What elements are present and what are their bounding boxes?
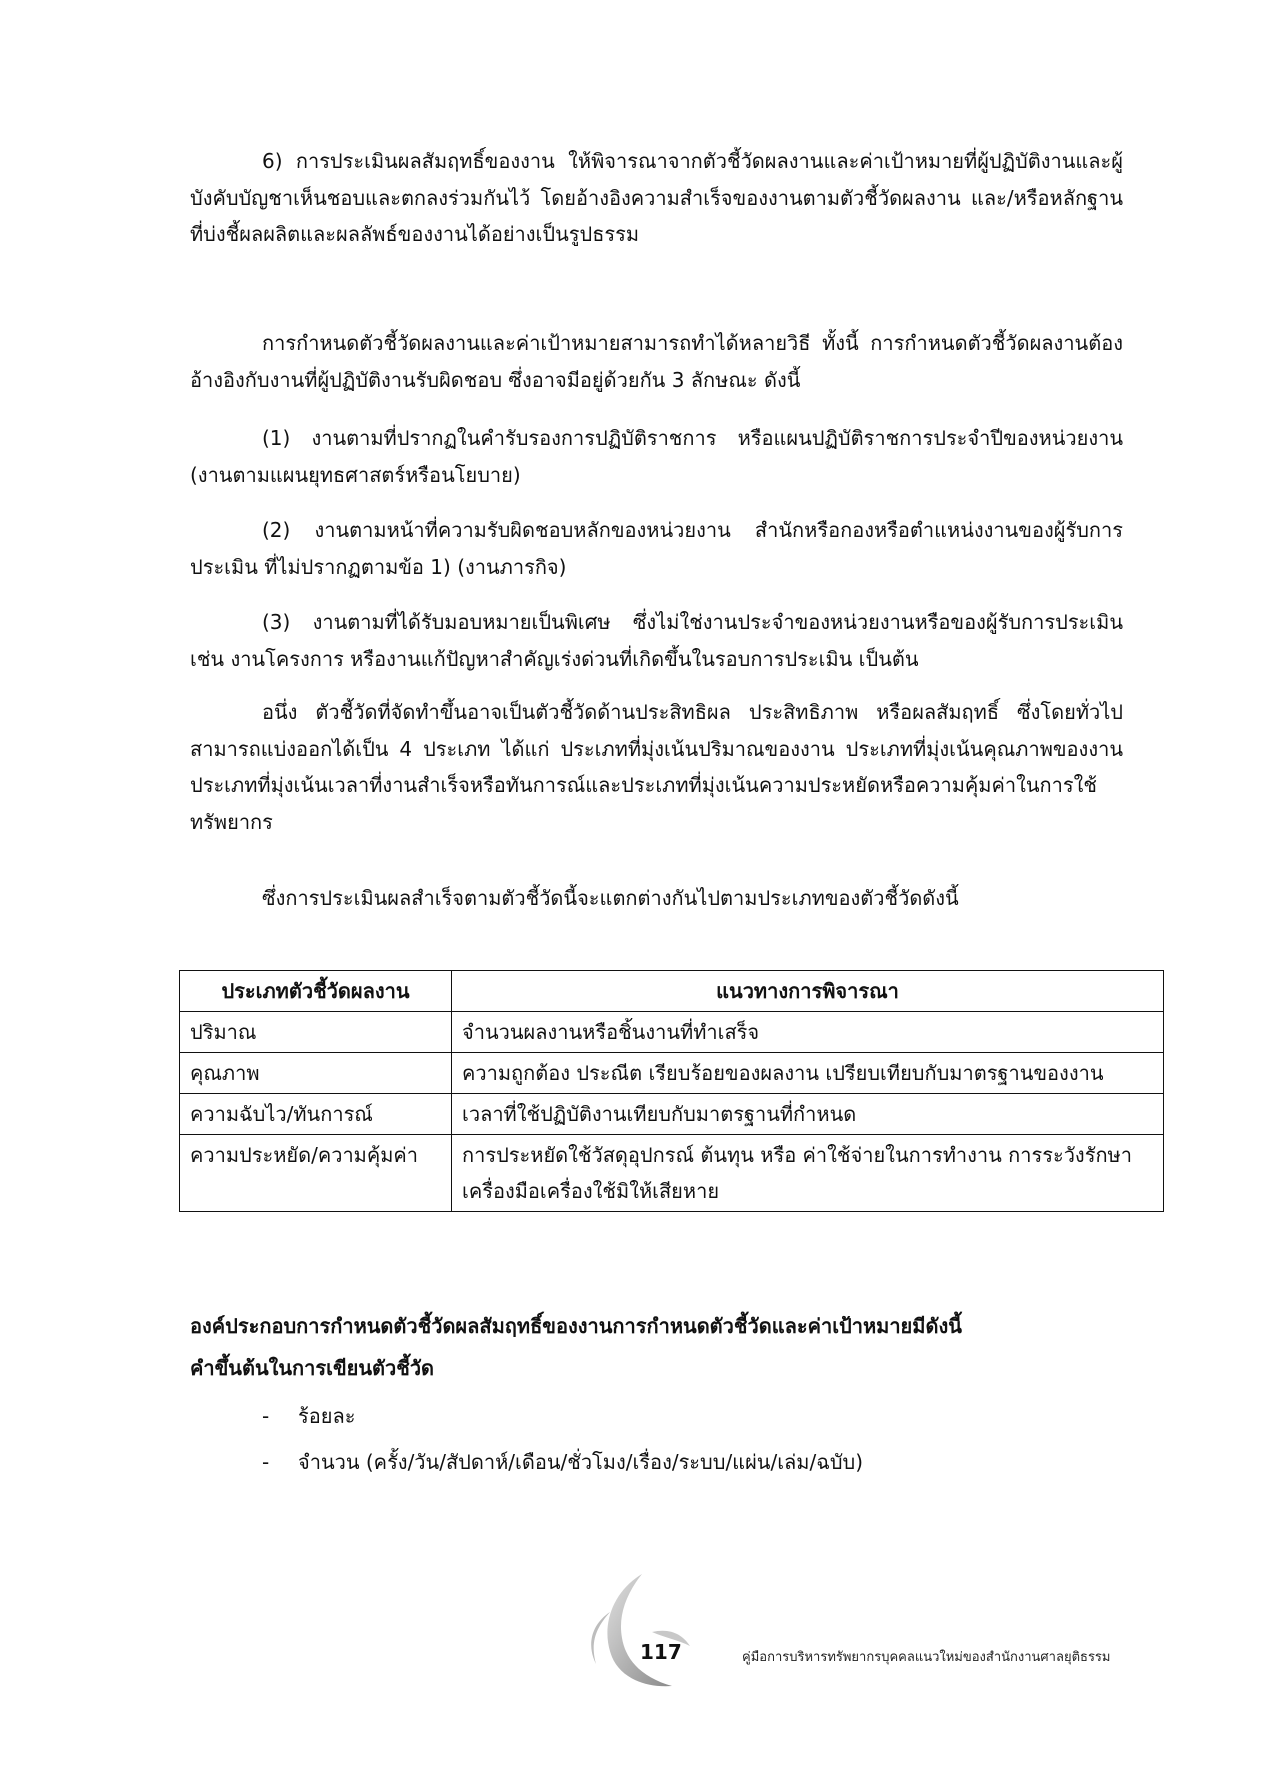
- bullet-text: ร้อยละ: [298, 1404, 356, 1428]
- page-number: 117: [640, 1640, 682, 1664]
- swirl-logo-icon: [582, 1572, 692, 1692]
- table-row: [180, 1012, 1164, 1053]
- table-header-type: ประเภทตัวชี้วัดผลงาน: [180, 971, 452, 1012]
- table-cell-type: ความฉับไว/ทันการณ์: [180, 1094, 452, 1135]
- paragraph-item-1: (1) งานตามที่ปรากฏในคำรับรองการปฏิบัติราชการ หรือแผนปฏิบัติราชการประจำปีของหน่วยงาน (งานตามแผนยุทธศาสตร์หรือนโยบาย): [190, 426, 1123, 487]
- paragraph-kpi-types: อนึ่ง ตัวชี้วัดที่จัดทำขึ้นอาจเป็นตัวชี้วัดด้านประสิทธิผล ประสิทธิภาพ หรือผลสัมฤทธิ์ ซึ่งโดยทั่วไปสามารถแบ่งออกได้เป็น 4 ประเภท ได้แก่ ประเภทที่มุ่งเน้นปริมาณของงาน ประเภทที่มุ่งเน้นคุณภาพของงาน ประเภทที่มุ่งเน้นเวลาที่งานสำเร็จหรือทันการณ์และประเภทที่มุ่งเน้นความประหยัดหรือความคุ้มค่าในการใช้ทรัพยากร: [190, 700, 1123, 834]
- table-row: [180, 1135, 1164, 1212]
- paragraph-assessment-intro: ซึ่งการประเมินผลสำเร็จตามตัวชี้วัดนี้จะแตกต่างกันไปตามประเภทของตัวชี้วัดดังนี้: [262, 886, 959, 910]
- table-cell-guide: การประหยัดใช้วัสดุอุปกรณ์ ต้นทุน หรือ ค่าใช้จ่ายในการทำงาน การระวังรักษาเครื่องมือเครื่องใช้มิให้เสียหาย: [452, 1135, 1164, 1212]
- table-row: [180, 1053, 1164, 1094]
- table-cell-type: คุณภาพ: [180, 1053, 452, 1094]
- table-header-row: [180, 971, 1164, 1012]
- paragraph-item-3: (3) งานตามที่ได้รับมอบหมายเป็นพิเศษ ซึ่งไม่ใช่งานประจำของหน่วยงานหรือของผู้รับการประเมิน เช่น งานโครงการ หรืองานแก้ปัญหาสำคัญเร่งด่วนที่เกิดขึ้นในรอบการประเมิน เป็นต้น: [190, 610, 1123, 671]
- list-item: [262, 1444, 863, 1480]
- table-cell-guide: เวลาที่ใช้ปฏิบัติงานเทียบกับมาตรฐานที่กำหนด: [452, 1094, 1164, 1135]
- table-cell-type: ความประหยัด/ความคุ้มค่า: [180, 1135, 452, 1212]
- kpi-type-table: [179, 970, 1164, 1212]
- table-cell-guide: ความถูกต้อง ประณีต เรียบร้อยของผลงาน เปรียบเทียบกับมาตรฐานของงาน: [452, 1053, 1164, 1094]
- bullet-dash: -: [262, 1404, 270, 1428]
- table-row: [180, 1094, 1164, 1135]
- bullet-text: จำนวน (ครั้ง/วัน/สัปดาห์/เดือน/ชั่วโมง/เรื่อง/ระบบ/แผ่น/เล่ม/ฉบับ): [298, 1450, 864, 1474]
- bullet-dash: -: [262, 1450, 270, 1474]
- table-header-guide: แนวทางการพิจารณา: [452, 971, 1164, 1012]
- paragraph-performance-assessment: 6) การประเมินผลสัมฤทธิ์ของงาน ให้พิจารณาจากตัวชี้วัดผลงานและค่าเป้าหมายที่ผู้ปฏิบัติงานและผู้บังคับบัญชาเห็นชอบและตกลงร่วมกันไว้ โดยอ้างอิงความสำเร็จของงานตามตัวชี้วัดผลงาน และ/หรือหลักฐานที่บ่งชี้ผลผลิตและผลลัพธ์ของงานได้อย่างเป็นรูปธรรม: [190, 149, 1123, 246]
- paragraph-item-2: (2) งานตามหน้าที่ความรับผิดชอบหลักของหน่วยงาน สำนักหรือกองหรือตำแหน่งงานของผู้รับการประเมิน ที่ไม่ปรากฏตามข้อ 1) (งานภารกิจ): [190, 518, 1123, 579]
- section-heading-kpi-components: องค์ประกอบการกำหนดตัวชี้วัดผลสัมฤทธิ์ของงานการกำหนดตัวชี้วัดและค่าเป้าหมายมีดังนี้: [190, 1314, 962, 1338]
- footer-title: คู่มือการบริหารทรัพยากรบุคคลแนวใหม่ของสำนักงานศาลยุติธรรม: [742, 1650, 1111, 1665]
- table-cell-type: ปริมาณ: [180, 1012, 452, 1053]
- table-cell-guide: จำนวนผลงานหรือชิ้นงานที่ทำเสร็จ: [452, 1012, 1164, 1053]
- section-heading-kpi-prefix: คำขึ้นต้นในการเขียนตัวชี้วัด: [190, 1356, 435, 1380]
- paragraph-kpi-definition: การกำหนดตัวชี้วัดผลงานและค่าเป้าหมายสามารถทำได้หลายวิธี ทั้งนี้ การกำหนดตัวชี้วัดผลงานต้องอ้างอิงกับงานที่ผู้ปฏิบัติงานรับผิดชอบ ซึ่งอาจมีอยู่ด้วยกัน 3 ลักษณะ ดังนี้: [190, 331, 1123, 392]
- list-item: [262, 1398, 355, 1434]
